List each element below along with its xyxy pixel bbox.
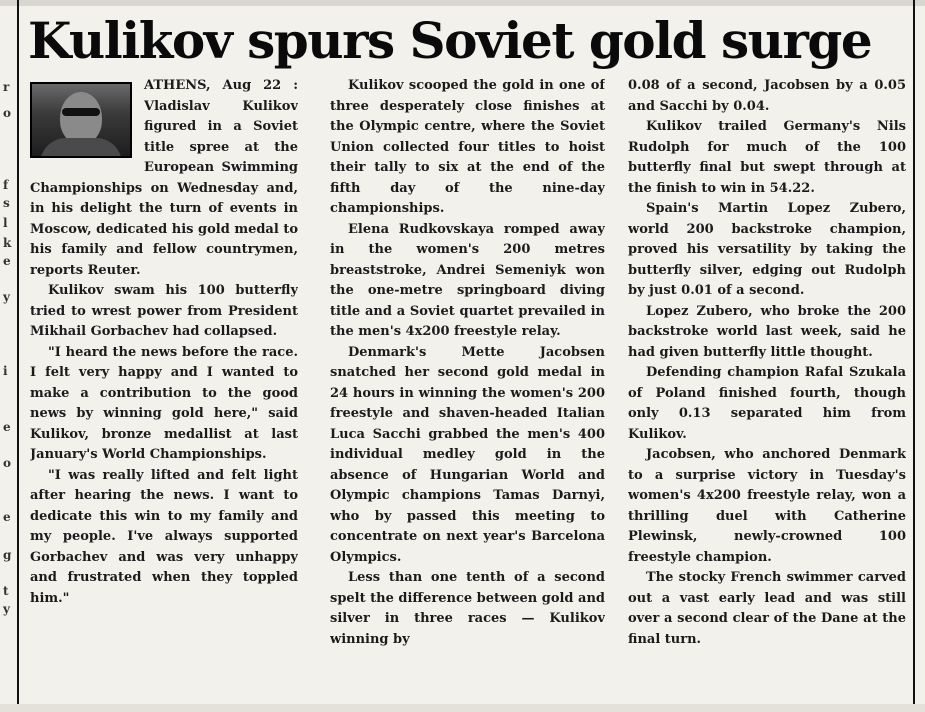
kulikov-photo (30, 82, 132, 158)
paragraph: Kulikov scooped the gold in one of three desperately close finishes at the Olympic centre, where the Soviet Union collected four titles to hoist their tally to six at the end of the fifth day of the nine-day championships. (330, 78, 605, 216)
paragraph: Lopez Zubero, who broke the 200 backstroke world last week, said he had given butterfly little thought. (628, 303, 906, 360)
margin-letter: k (3, 236, 12, 250)
margin-letter: r (3, 80, 10, 94)
paragraph: "I was really lifted and felt light after hearing the news. I want to dedicate this win to my family and my people. I've always supported Gorbachev and was very unhappy and frustrated when they toppled him." (30, 467, 298, 606)
column-rule-left (17, 0, 19, 712)
article-column-2 (330, 76, 605, 706)
paragraph: Denmark's Mette Jacobsen snatched her second gold medal in 24 hours in winning the women's 200 freestyle and shaven-headed Italian Luca Sacchi grabbed the men's 400 individual medley gold in the absence of Hungarian World and Olympic champions Tamas Darnyi, who by passed this meeting to concentrate on next year's Barcelona Olympics. (330, 344, 605, 565)
margin-letter: g (3, 548, 12, 562)
paragraph: Jacobsen, who anchored Denmark to a surprise victory in Tuesday's women's 4x200 freestyle relay, won a thrilling duel with Catherine Plewinsk, newly-crowned 100 freestyle champion. (628, 447, 906, 565)
margin-letter: l (3, 216, 8, 230)
margin-letter: e (3, 510, 11, 524)
margin-letter: o (3, 456, 12, 470)
paragraph: "I heard the news before the race. I felt very happy and I wanted to make a contribution to the good news by winning gold here," said Kulikov, bronze medallist at last January's World Championships. (30, 344, 298, 462)
article-column-3 (628, 76, 906, 706)
paragraph: Kulikov swam his 100 butterfly tried to wrest power from President Mikhail Gorbachev had collapsed. (30, 283, 298, 339)
margin-letter: y (3, 602, 10, 616)
margin-letter: i (3, 364, 8, 378)
margin-letter: o (3, 106, 12, 120)
margin-letter: f (3, 178, 9, 192)
paragraph: Elena Rudkovskaya romped away in the women's 200 metres breaststroke, Andrei Semeniyk won the one-metre springboard diving title and a Soviet quartet prevailed in the men's 4x200 freestyle relay. (330, 221, 605, 339)
margin-letter: y (3, 290, 10, 304)
top-edge (0, 0, 925, 6)
paragraph: ATHENS, Aug 22 : Vladislav Kulikov figured in a Soviet title spree at the European Swimming Championships on Wednesday and, in his delight the turn of events in Moscow, dedicated his gold medal to his family and fellow countrymen, reports Reuter. (30, 78, 298, 278)
paragraph: Spain's Martin Lopez Zubero, world 200 backstroke champion, proved his versatility by taking the butterfly silver, edging out Rudolph by just 0.01 of a second. (628, 201, 906, 298)
margin-letter: e (3, 420, 11, 434)
paragraph: Kulikov trailed Germany's Nils Rudolph for much of the 100 butterfly final but swept through at the finish to win in 54.22. (628, 119, 906, 196)
paragraph: 0.08 of a second, Jacobsen by a 0.05 and Sacchi by 0.04. (628, 78, 906, 114)
column-rule-right (913, 0, 915, 712)
bottom-edge (0, 704, 925, 712)
paragraph: Defending champion Rafal Szukala of Poland finished fourth, though only 0.13 separated him from Kulikov. (628, 365, 906, 442)
margin-letter: e (3, 254, 11, 268)
adjacent-column-fragment (0, 0, 14, 712)
paragraph: Less than one tenth of a second spelt the difference between gold and silver in three races — Kulikov winning by (330, 570, 605, 647)
paragraph: The stocky French swimmer carved out a vast early lead and was still over a second clear of the Dane at the final turn. (628, 570, 906, 647)
margin-letter: s (3, 196, 10, 210)
article-column-1 (30, 76, 298, 706)
margin-letter: t (3, 584, 9, 598)
headline: Kulikov spurs Soviet gold surge (28, 11, 872, 70)
